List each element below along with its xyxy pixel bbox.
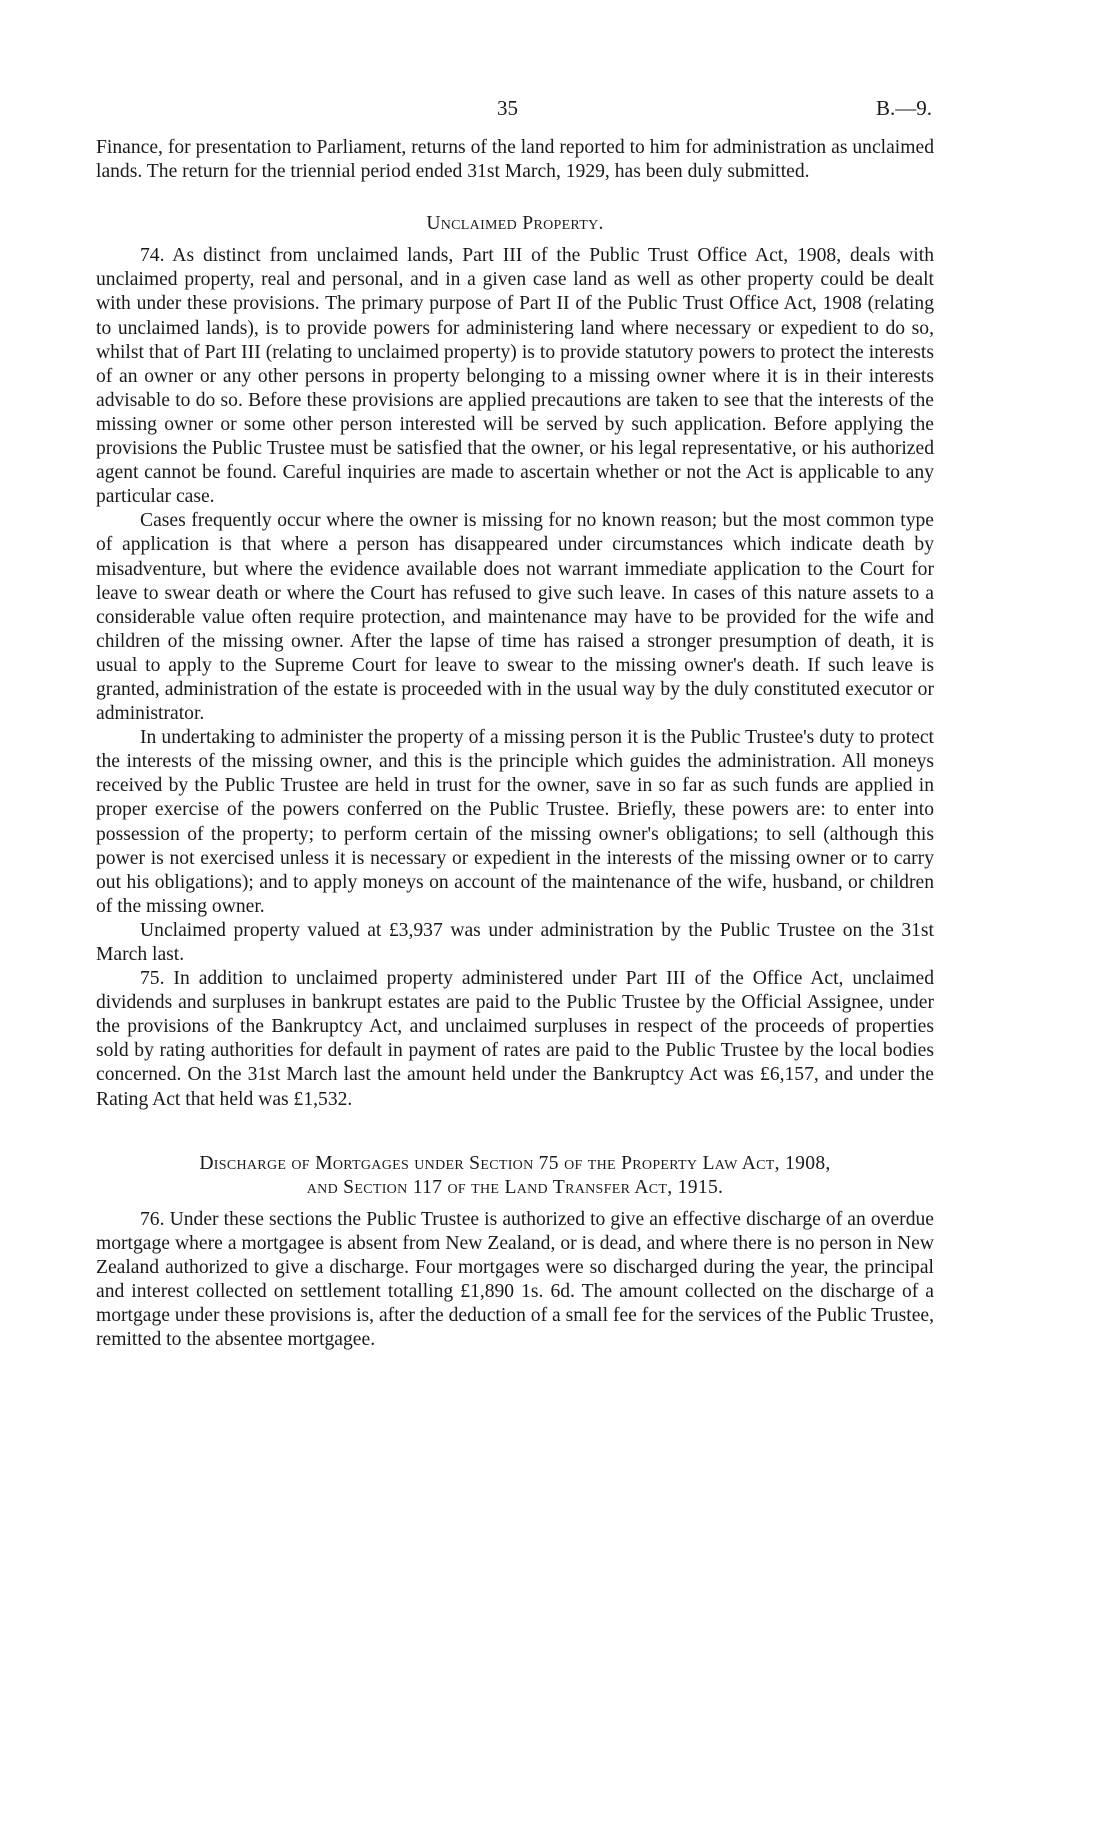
page-number: 35: [497, 96, 518, 120]
paragraph-74-unclaimed-value: Unclaimed property valued at £3,937 was under administration by the Public Trustee on the 31st March last.: [96, 919, 934, 965]
section-heading-unclaimed-property: Unclaimed Property.: [426, 213, 604, 235]
section-heading-line-1: Discharge of Mortgages under Section 75 of the Property Law Act, 1908,: [199, 1152, 831, 1174]
intro-paragraph: Finance, for presentation to Parliament, returns of the land reported to him for administration as unclaimed lands. The return for the triennial period ended 31st March, 1929, has been duly submitted.: [96, 137, 934, 183]
section-heading-discharge-of-mortgages: [96, 1152, 934, 1200]
running-head: [96, 96, 934, 126]
paragraph-76: 76. Under these sections the Public Trustee is authorized to give an effective discharge of an overdue mortgage where a mortgagee is absent from New Zealand, or is dead, and where there is no person in New Zealand authorized to give a discharge. Four mortgages were so discharged during the year, the principal and interest collected on settlement totalling £1,890 1s. 6d. The amount collected on the discharge of a mortgage under these provisions is, after the deduction of a small fee for the services of the Public Trustee, remitted to the absentee mortgagee.: [96, 1208, 934, 1351]
paragraph-75: 75. In addition to unclaimed property administered under Part III of the Office Act, unclaimed dividends and surpluses in bankrupt estates are paid to the Public Trustee by the Official Assignee, under the provisions of the Bankruptcy Act, and unclaimed surpluses in respect of the proceeds of properties sold by rating authorities for default in payment of rates are paid to the Public Trustee by the local bodies concerned. On the 31st March last the amount held under the Bankruptcy Act was £6,157, and under the Rating Act that held was £1,532.: [96, 968, 934, 1110]
paragraph-74-administration-duty: In undertaking to administer the property of a missing person it is the Public Trustee's duty to protect the interests of the missing owner, and this is the principle which guides the administration. All moneys received by the Public Trustee are held in trust for the owner, save in so far as such funds are applied in proper exercise of the powers conferred on the Public Trustee. Briefly, these powers are: to enter into possession of the property; to perform certain of the missing owner's obligations; to sell (although this power is not exercised unless it is necessary or expedient in the interests of the missing owner or to carry out his obligations); and to apply moneys on account of the maintenance of the wife, husband, or children of the missing owner.: [96, 727, 934, 917]
document-page: [96, 96, 934, 1352]
body-text: [96, 136, 934, 1352]
section-heading-line-2: and Section 117 of the Land Transfer Act, 1915.: [306, 1176, 724, 1198]
document-reference: B.—9.: [875, 96, 932, 120]
paragraph-74: 74. As distinct from unclaimed lands, Part III of the Public Trust Office Act, 1908, deals with unclaimed property, real and personal, and in a given case land as well as other property could be dealt with under these provisions. The primary purpose of Part II of the Public Trust Office Act, 1908 (relating to unclaimed lands), is to provide powers for administering land where necessary or expedient to do so, whilst that of Part III (relating to unclaimed property) is to provide statutory powers to protect the interests of an owner or any other persons in property belonging to a missing owner where it is in their interests advisable to do so. Before these provisions are applied precautions are taken to see that the interests of the missing owner or some other person interested will be served by such application. Before applying the provisions the Public Trustee must be satisfied that the owner, or his legal representative, or his authorized agent cannot be found. Careful inquiries are made to ascertain whether or not the Act is applicable to any particular case.: [96, 245, 934, 508]
paragraph-74-missing-owner-cases: Cases frequently occur where the owner is missing for no known reason; but the most common type of application is that where a person has disappeared under circumstances which indicate death by misadventure, but where the evidence available does not warrant immediate application to the Court for leave to swear death or where the Court has refused to give such leave. In cases of this nature assets to a considerable value often require protection, and maintenance may have to be provided for the wife and children of the missing owner. After the lapse of time has raised a stronger presumption of death, it is usual to apply to the Supreme Court for leave to swear to the missing owner's death. If such leave is granted, administration of the estate is proceeded with in the usual way by the duly constituted executor or administrator.: [96, 510, 934, 725]
